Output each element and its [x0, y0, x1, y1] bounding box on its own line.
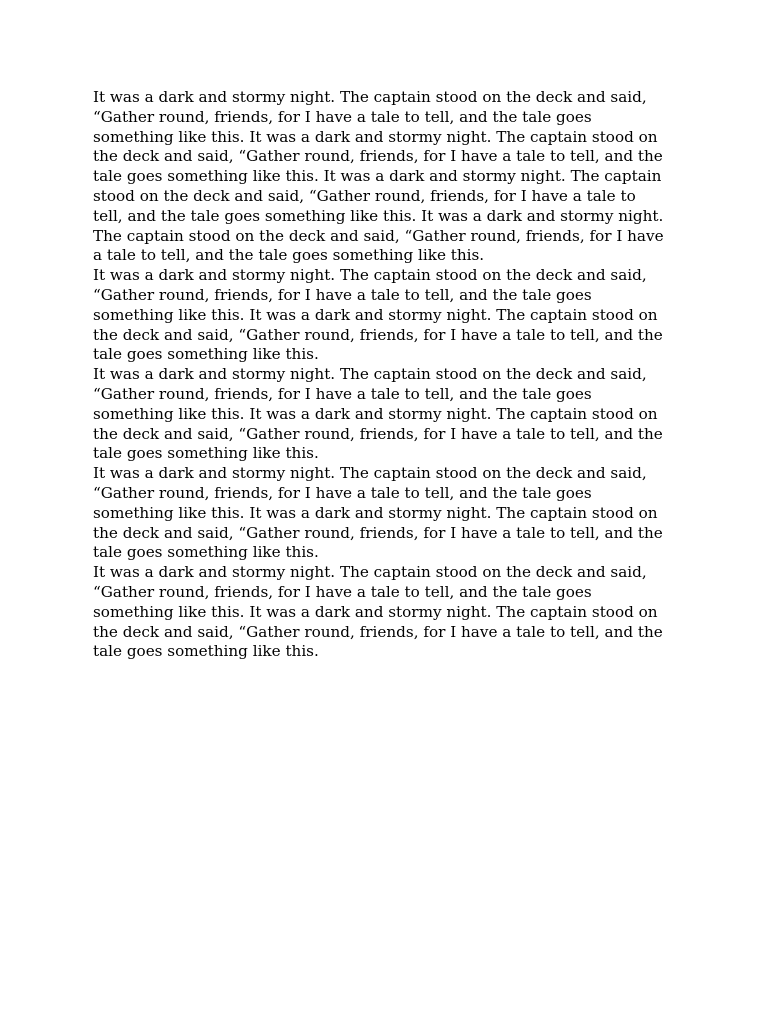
paragraph-2	[93, 266, 683, 365]
paragraph-line: It was a dark and stormy night. The captain stood on the deck and said,	[93, 464, 647, 483]
paragraph-line: tale goes something like this.	[93, 642, 319, 661]
paragraph-line: the deck and said, “Gather round, friends, for I have a tale to tell, and the	[93, 622, 663, 641]
paragraph-5	[93, 563, 683, 662]
paragraph-line: It was a dark and stormy night. The captain stood on the deck and said,	[93, 88, 647, 106]
paragraph-line: the deck and said, “Gather round, friends, for I have a tale to tell, and the	[93, 147, 663, 166]
paragraph-line: tale goes something like this.	[93, 345, 319, 364]
paragraph-3	[93, 365, 683, 464]
paragraph-line: “Gather round, friends, for I have a tale to tell, and the tale goes	[93, 483, 592, 502]
paragraph-line: the deck and said, “Gather round, friends, for I have a tale to tell, and the	[93, 325, 663, 344]
paragraph-line: “Gather round, friends, for I have a tale to tell, and the tale goes	[93, 285, 592, 304]
paragraph-line: It was a dark and stormy night. The captain stood on the deck and said,	[93, 563, 647, 582]
document-body	[93, 88, 683, 662]
paragraph-1	[93, 88, 683, 266]
paragraph-line: It was a dark and stormy night. The captain stood on the deck and said,	[93, 365, 647, 384]
paragraph-line: “Gather round, friends, for I have a tale to tell, and the tale goes	[93, 107, 592, 126]
paragraph-line: The captain stood on the deck and said, “Gather round, friends, for I have	[93, 226, 664, 245]
paragraph-4	[93, 464, 683, 563]
paragraph-line: something like this. It was a dark and stormy night. The captain stood on	[93, 602, 658, 621]
paragraph-line: the deck and said, “Gather round, friends, for I have a tale to tell, and the	[93, 523, 663, 542]
paragraph-line: tale goes something like this.	[93, 444, 319, 463]
paragraph-line: “Gather round, friends, for I have a tale to tell, and the tale goes	[93, 384, 592, 403]
paragraph-line: something like this. It was a dark and stormy night. The captain stood on	[93, 404, 658, 423]
paragraph-line: a tale to tell, and the tale goes something like this.	[93, 246, 485, 265]
paragraph-line: the deck and said, “Gather round, friends, for I have a tale to tell, and the	[93, 424, 663, 443]
paragraph-line: tale goes something like this.	[93, 543, 319, 562]
paragraph-line: It was a dark and stormy night. The captain stood on the deck and said,	[93, 266, 647, 285]
paragraph-line: something like this. It was a dark and stormy night. The captain stood on	[93, 305, 658, 324]
paragraph-line: tell, and the tale goes something like this. It was a dark and stormy night.	[93, 206, 664, 225]
paragraph-line: something like this. It was a dark and stormy night. The captain stood on	[93, 503, 658, 522]
paragraph-line: tale goes something like this. It was a dark and stormy night. The captain	[93, 167, 662, 186]
paragraph-line: stood on the deck and said, “Gather round, friends, for I have a tale to	[93, 186, 636, 205]
paragraph-line: “Gather round, friends, for I have a tale to tell, and the tale goes	[93, 582, 592, 601]
paragraph-line: something like this. It was a dark and stormy night. The captain stood on	[93, 127, 658, 146]
